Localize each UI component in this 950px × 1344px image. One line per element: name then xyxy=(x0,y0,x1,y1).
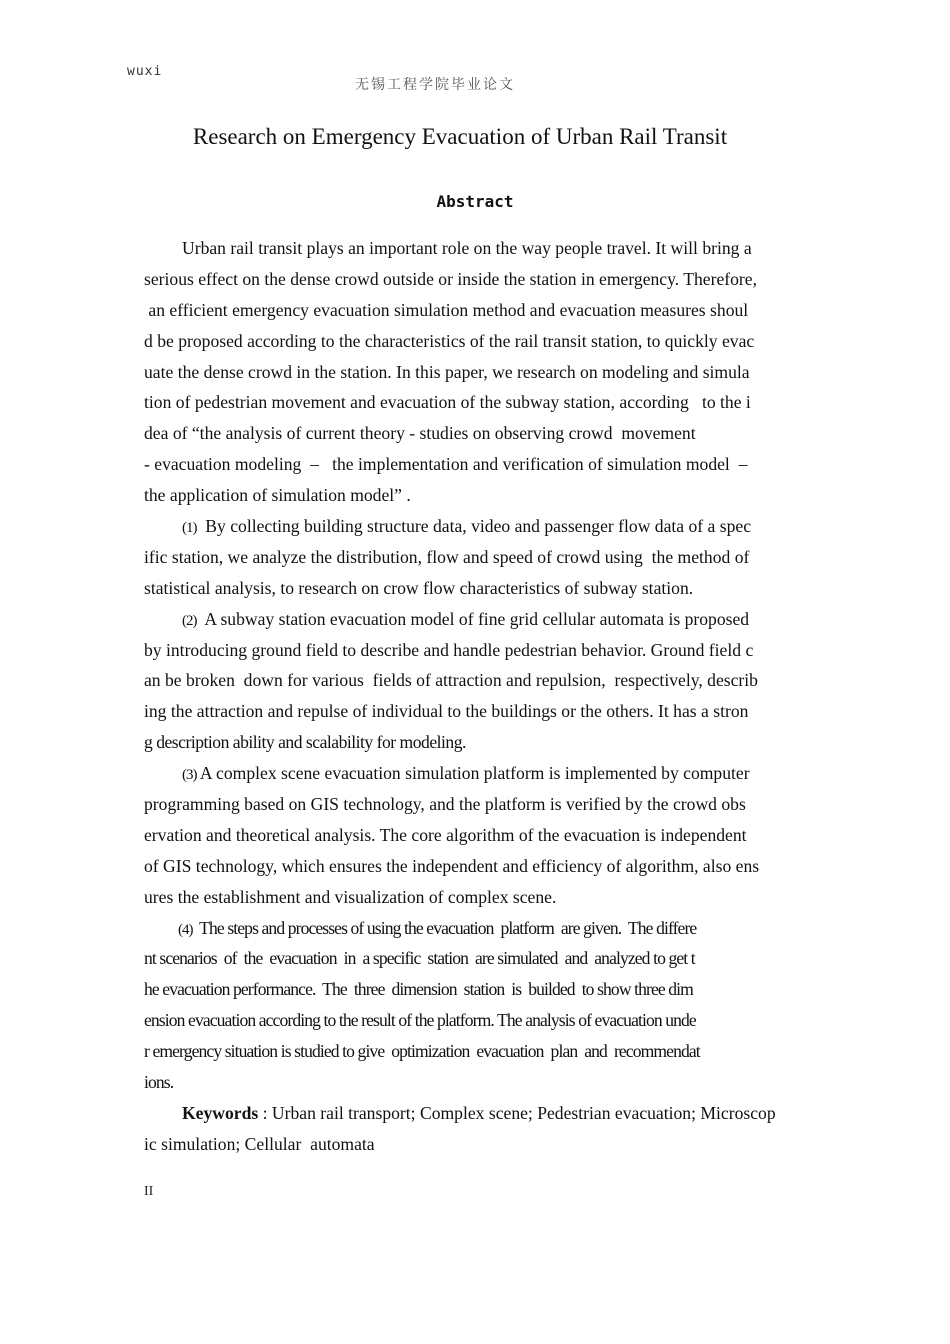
abstract-line: uate the dense crowd in the station. In this paper, we research on modeling and simula xyxy=(144,361,750,382)
item-4-line xyxy=(144,913,834,944)
item-3-line: programming based on GIS technology, and the platform is verified by the crowd obs xyxy=(144,794,746,815)
abstract-line: serious effect on the dense crowd outside or inside the station in emergency. Therefore, xyxy=(144,268,757,289)
abstract-line: - evacuation modeling – the implementation and verification of simulation model – xyxy=(144,454,748,475)
item-2-line: by introducing ground field to describe and handle pedestrian behavior. Ground field c xyxy=(144,639,754,660)
item-4-text: The steps and processes of using the evacuation platform are given. The differe xyxy=(192,917,697,938)
item-2-line xyxy=(144,604,834,635)
keywords-label: Keywords xyxy=(182,1102,259,1123)
header-left-text: wuxi xyxy=(127,64,163,79)
keywords-line: ic simulation; Cellular automata xyxy=(144,1133,375,1154)
item-4-number: (4) xyxy=(178,921,193,938)
item-3-line xyxy=(144,758,834,789)
abstract-line: tion of pedestrian movement and evacuation of the subway station, according to the i xyxy=(144,392,751,413)
keywords-line xyxy=(144,1098,834,1129)
item-1-line xyxy=(144,511,834,542)
abstract-line: Urban rail transit plays an important role on the way people travel. It will bring a xyxy=(182,238,752,258)
header-center-label: 无锡工程学院毕业论文 xyxy=(355,77,515,93)
item-3-line: ervation and theoretical analysis. The core algorithm of the evacuation is independent xyxy=(144,824,747,845)
item-1-line: statistical analysis, to research on crow flow characteristics of subway station. xyxy=(144,577,694,598)
abstract-line: dea of “the analysis of current theory - studies on observing crowd movement xyxy=(144,423,696,444)
abstract-heading: Abstract xyxy=(436,192,514,211)
keywords-text: : Urban rail transport; Complex scene; Pedestrian evacuation; Microscop xyxy=(258,1102,776,1123)
abstract-body xyxy=(144,233,834,1160)
item-4-line: he evacuation performance. The three dimension station is builded to show three dim xyxy=(144,979,693,1000)
header-center-text xyxy=(355,68,525,93)
item-2-number: (2) xyxy=(182,612,197,629)
paper-title: Research on Emergency Evacuation of Urban Rail Transit xyxy=(192,124,728,149)
item-2-line: ing the attraction and repulse of individual to the buildings or the others. It has a stron xyxy=(144,701,749,722)
item-1-text: By collecting building structure data, video and passenger flow data of a spec xyxy=(196,516,752,537)
abstract-line: the application of simulation model” . xyxy=(144,485,411,506)
item-1-number: (1) xyxy=(182,520,197,537)
item-3-line: of GIS technology, which ensures the independent and efficiency of algorithm, also ens xyxy=(144,855,760,876)
item-2-line: an be broken down for various fields of attraction and repulsion, respectively, describ xyxy=(144,670,758,691)
item-3-text: A complex scene evacuation simulation platform is implemented by computer xyxy=(196,763,750,784)
item-4-line: ension evacuation according to the result of the platform. The analysis of evacuation unde xyxy=(144,1010,696,1031)
item-2-line: g description ability and scalability for modeling. xyxy=(144,732,466,753)
item-4-line: nt scenarios of the evacuation in a specific station are simulated and analyzed to get t xyxy=(144,948,695,969)
item-1-line: ific station, we analyze the distribution, flow and speed of crowd using the method of xyxy=(144,546,750,567)
page-number: II xyxy=(144,1184,154,1199)
item-4-line: r emergency situation is studied to give optimization evacuation plan and recommendat xyxy=(144,1041,700,1062)
item-2-text: A subway station evacuation model of fine grid cellular automata is proposed xyxy=(196,608,750,629)
abstract-line: an efficient emergency evacuation simulation method and evacuation measures shoul xyxy=(144,299,749,320)
item-3-number: (3) xyxy=(182,767,197,784)
item-4-line: ions. xyxy=(144,1072,174,1093)
abstract-line: d be proposed according to the characteristics of the rail transit station, to quickly evac xyxy=(144,330,755,351)
item-3-line: ures the establishment and visualization of complex scene. xyxy=(144,886,557,907)
